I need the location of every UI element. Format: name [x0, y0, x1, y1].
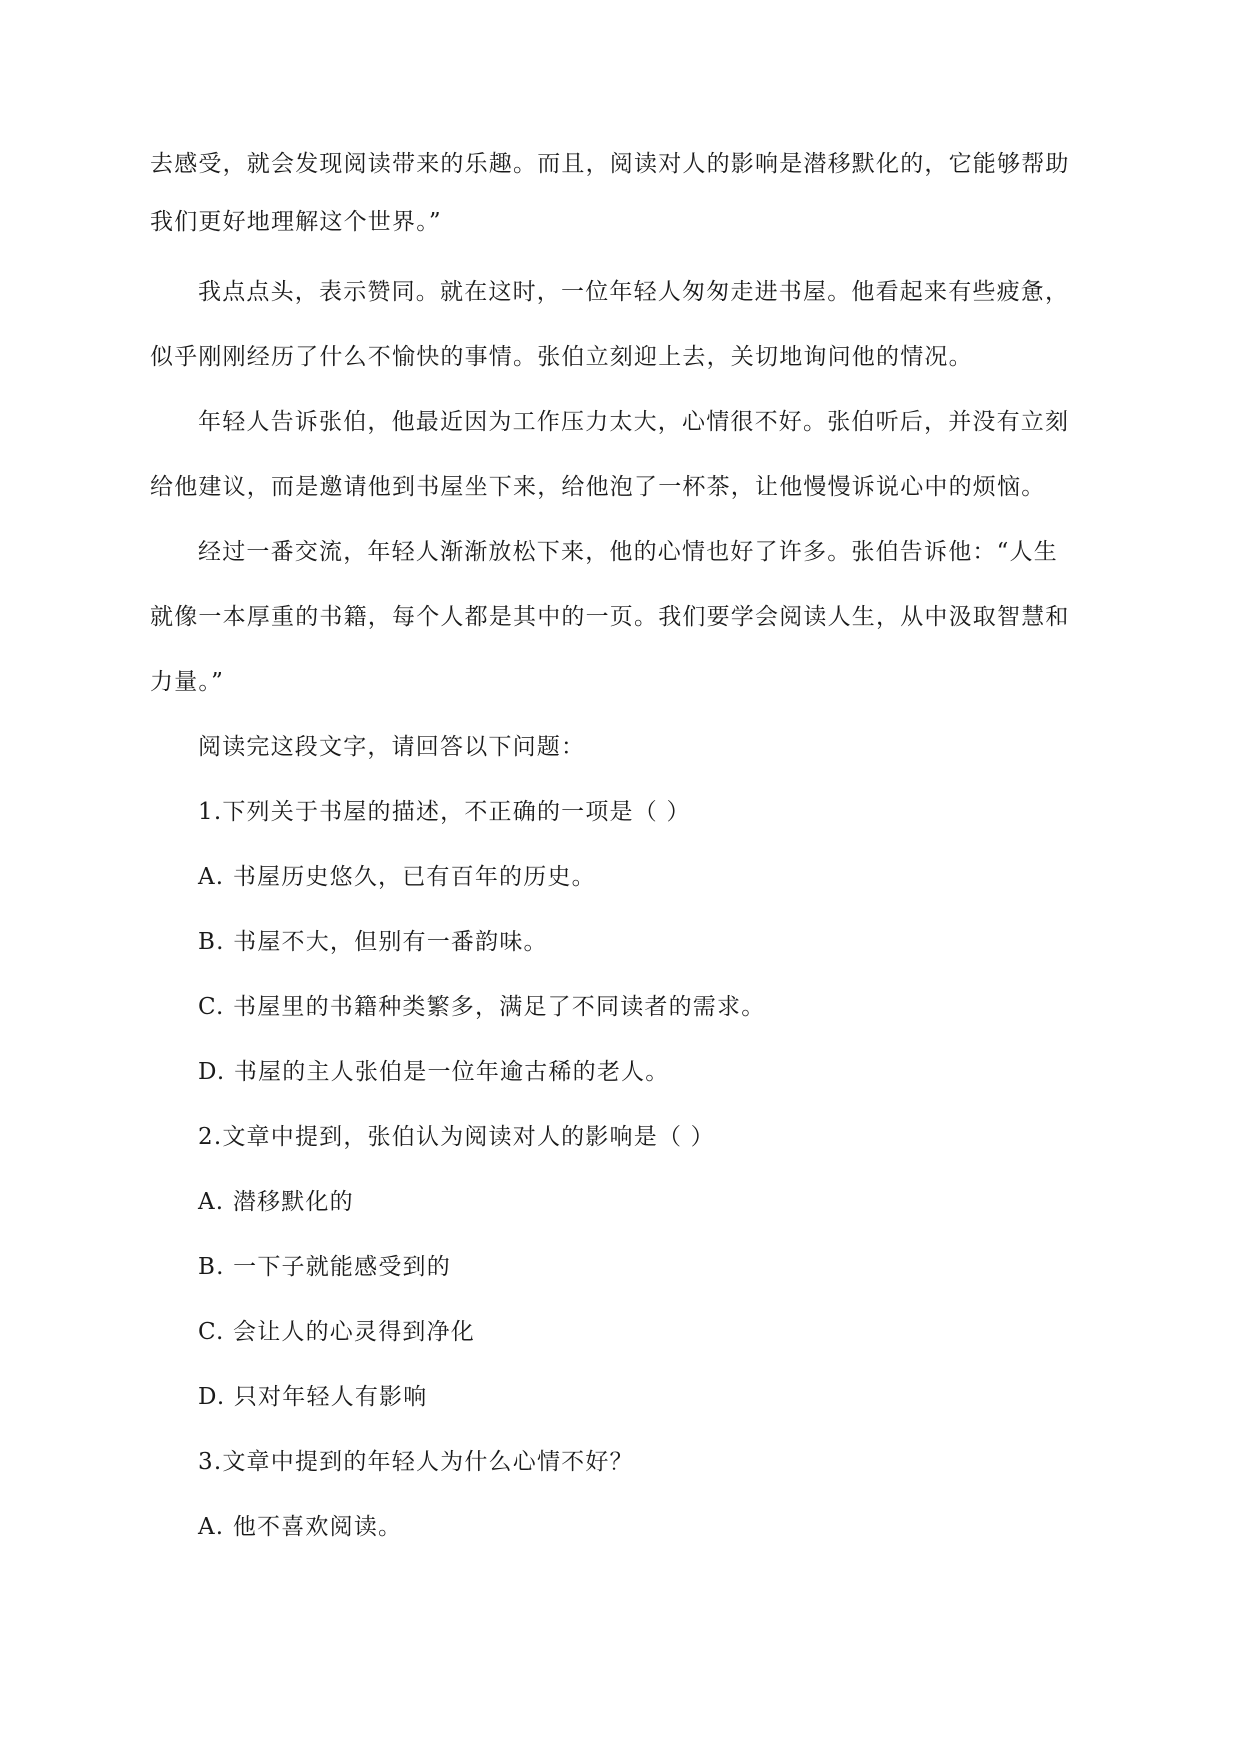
paragraph-4-line-2: 就像一本厚重的书籍，每个人都是其中的一页。我们要学会阅读人生，从中汲取智慧和 [150, 604, 1070, 630]
question-1-option-c: C. 书屋里的书籍种类繁多，满足了不同读者的需求。 [198, 994, 766, 1020]
question-2-option-a: A. 潜移默化的 [198, 1189, 354, 1215]
question-2-stem: 2.文章中提到，张伯认为阅读对人的影响是（ ） [198, 1124, 715, 1150]
question-3-stem: 3.文章中提到的年轻人为什么心情不好？ [198, 1449, 634, 1475]
paragraph-2-line-1: 我点点头，表示赞同。就在这时，一位年轻人匆匆走进书屋。他看起来有些疲惫， [198, 279, 1070, 305]
question-1-option-a: A. 书屋历史悠久，已有百年的历史。 [198, 864, 596, 890]
question-1-option-d: D. 书屋的主人张伯是一位年逾古稀的老人。 [198, 1059, 670, 1085]
paragraph-1-line-1: 去感受，就会发现阅读带来的乐趣。而且，阅读对人的影响是潜移默化的，它能够帮助 [150, 151, 1070, 177]
question-2-option-c: C. 会让人的心灵得到净化 [198, 1319, 476, 1345]
question-1-option-b: B. 书屋不大，但别有一番韵味。 [198, 929, 548, 955]
question-3-option-a: A. 他不喜欢阅读。 [198, 1514, 403, 1540]
paragraph-4-line-1: 经过一番交流，年轻人渐渐放松下来，他的心情也好了许多。张伯告诉他：“人生 [198, 539, 1058, 565]
instruction-text: 阅读完这段文字，请回答以下问题： [198, 734, 586, 760]
paragraph-3-line-2: 给他建议，而是邀请他到书屋坐下来，给他泡了一杯茶，让他慢慢诉说心中的烦恼。 [150, 474, 1046, 500]
paragraph-4-line-3: 力量。” [150, 669, 225, 695]
question-1-stem: 1.下列关于书屋的描述，不正确的一项是（ ） [198, 799, 691, 825]
question-2-option-b: B. 一下子就能感受到的 [198, 1254, 451, 1280]
paragraph-2-line-2: 似乎刚刚经历了什么不愉快的事情。张伯立刻迎上去，关切地询问他的情况。 [150, 344, 973, 370]
paragraph-1-line-2: 我们更好地理解这个世界。” [150, 209, 442, 235]
paragraph-3-line-1: 年轻人告诉张伯，他最近因为工作压力太大，心情很不好。张伯听后，并没有立刻 [198, 409, 1070, 435]
question-2-option-d: D. 只对年轻人有影响 [198, 1384, 428, 1410]
